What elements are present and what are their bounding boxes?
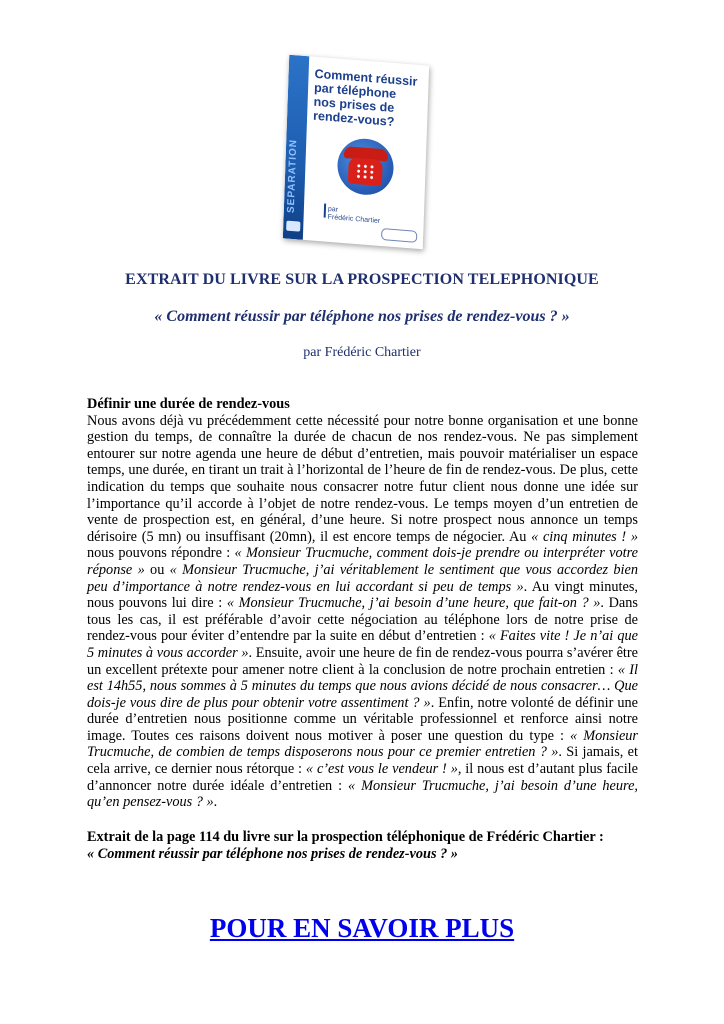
text-run: . Dans tous les cas, il est préférable d’avoir cette négociation au téléphone lors de notre prise de rendez-vous pour éviter d’entendre par la suite en début d’entretien :: [87, 595, 638, 645]
excerpt-reference: [87, 829, 638, 862]
excerpt-line: Extrait de la page 114 du livre sur la prospection téléphonique de Frédéric Chartier :: [87, 829, 604, 845]
cover-author-bar: [324, 204, 326, 218]
text-run: , il nous est d’autant plus facile d’annoncer notre durée idéale d’entretien :: [87, 761, 638, 794]
article-paragraph: [87, 413, 638, 811]
excerpt-book-title: « Comment réussir par téléphone nos prises de rendez-vous ? »: [87, 845, 458, 862]
quote: « Il est 14h55, nous sommes à 5 minutes du temps que nous avions décidé de nous consacrer… Que dois-je vous dire de plus pour obtenir votre assentiment ? »: [87, 661, 638, 711]
publisher-logo-icon: [286, 221, 300, 232]
main-title: EXTRAIT DU LIVRE SUR LA PROSPECTION TELEPHONIQUE: [125, 271, 599, 288]
quote: « Faites vite ! Je n’ai que 5 minutes à vous accorder »: [87, 628, 638, 661]
cover-title: Comment réussir par téléphone nos prises de rendez-vous?: [312, 66, 418, 129]
quote: « Monsieur Trucmuche, de combien de temps disposerons nous pour ce premier entretien ? »: [87, 727, 638, 761]
text-run: . Enfin, notre volonté de définir une durée d’entretien nous positionne comme un véritable professionnel et renforce ainsi notre image. Toutes ces raisons doivent nous motiver à poser une question du type :: [87, 694, 638, 744]
text-run: . Si jamais, et cela arrive, ce dernier nous rétorque :: [87, 744, 638, 778]
text-run: nous pouvons répondre :: [87, 545, 235, 562]
text-run: ou: [144, 561, 170, 578]
publisher-badge-icon: [381, 228, 417, 243]
telephone-icon: [337, 137, 395, 197]
text-run: . Ensuite, avoir une heure de fin de rendez-vous pourra s’avérer être un excellent prétexte pour amener notre client à la conclusion de notre prochain entretien :: [87, 644, 638, 678]
section-title: Définir une durée de rendez-vous: [87, 396, 290, 412]
quote: « c’est vous le vendeur ! »: [305, 761, 458, 778]
byline: par Frédéric Chartier: [303, 345, 421, 360]
learn-more-link[interactable]: POUR EN SAVOIR PLUS: [209, 913, 515, 943]
quote: « Monsieur Trucmuche, j’ai besoin d’une heure, que fait-on ? »: [226, 595, 601, 612]
quote: « cinq minutes ! »: [531, 528, 638, 545]
quote: « Monsieur Trucmuche, j’ai véritablement le sentiment que vous accordez bien peu d’importance à notre rendez-vous en lui accordant si peu de temps »: [87, 561, 638, 595]
book-cover-image: [276, 56, 436, 252]
book-subtitle: « Comment réussir par téléphone nos prises de rendez-vous ? »: [154, 308, 570, 325]
phone-keypad: [355, 163, 376, 181]
text-run: .: [213, 794, 218, 811]
text-run: Nous avons déjà vu précédemment cette nécessité pour notre bonne organisation et une bonne gestion du temps, de connaître la durée de chacun de nos rendez-vous. Ne pas simplement entourer sur notre agenda une heure de début d’entretien, mais pouvoir matérialiser un espace temps, une durée, en tirant un trait à l’horizontal de l’heure de fin de rendez-vous. De plus, cette indication du temps que souhaite nous consacrer notre futur client nous donne une idée sur l’importance qu’il accorde à l’objet de notre rendez-vous. Le temps moyen d’un entretien de vente de prospection est, en général, d’une heure. Si notre prospect nous annonce un temps dérisoire (5 mn) ou insuffisant (20mn), il est encore temps de négocier. Au: [87, 412, 638, 545]
quote: « Monsieur Trucmuche, comment dois-je prendre ou interpréter votre réponse »: [87, 545, 638, 578]
article-body: [87, 396, 638, 811]
cover-author: par Frédéric Chartier: [327, 205, 381, 225]
cover-spine-text: SEPARATION: [285, 138, 300, 214]
cover-spine: [283, 55, 309, 240]
quote: « Monsieur Trucmuche, j’ai besoin d’une heure, qu’en pensez-vous ? »: [87, 777, 638, 811]
book-cover: [283, 55, 429, 250]
text-run: . Au vingt minutes, nous pouvons lui dire :: [87, 578, 638, 612]
